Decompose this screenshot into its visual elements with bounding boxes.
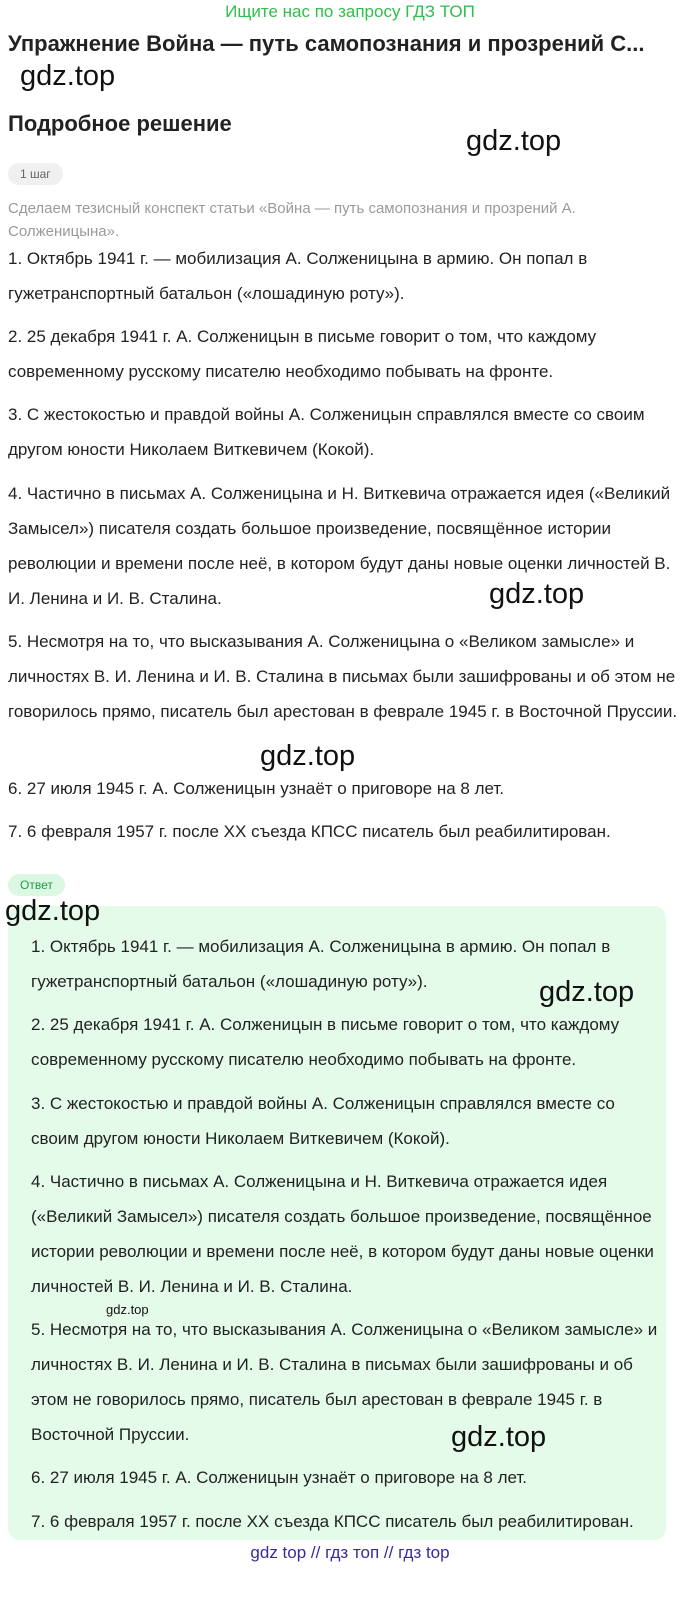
watermark: gdz.top <box>106 1302 149 1317</box>
search-banner: Ищите нас по запросу ГДЗ ТОП <box>225 2 475 21</box>
solution-item: 2. 25 декабря 1941 г. А. Солженицын в письме говорит о том, что каждому современному русскому писателю необходимо побывать на фронте. <box>8 327 597 381</box>
watermark: gdz.top <box>20 60 116 92</box>
watermark: gdz.top <box>489 578 585 610</box>
solution-item: 4. Частично в письмах А. Солженицына и Н. Виткевича отражается идея («Великий Замысел») писателя создать большое произведение, посвящённое истории революции и времени после неё, в котором будут даны новые оценки личностей В. И. Ленина и И. В. Сталина. <box>8 484 671 608</box>
answer-item: 5. Несмотря на то, что высказывания А. Солженицына о «Великом замысле» и личностях В. И. Ленина и И. В. Сталина в письмах были зашифрованы и об этом не говорилось прямо, писатель был арестован в феврале 1945 г. в Восточной Пруссии. <box>31 1320 658 1444</box>
section-heading: Подробное решение <box>8 111 232 136</box>
answer-item: 6. 27 июля 1945 г. А. Солженицын узнаёт о приговоре на 8 лет. <box>31 1468 528 1487</box>
page-title: Упражнение Война — путь самопознания и прозрений С... <box>8 31 645 56</box>
step-badge: 1 шаг <box>8 163 63 185</box>
answer-item: 4. Частично в письмах А. Солженицына и Н. Виткевича отражается идея («Великий Замысел») писателя создать большое произведение, посвящённое истории революции и времени после неё, в котором будут даны новые оценки личностей В. И. Ленина и И. В. Сталина. <box>31 1172 654 1296</box>
watermark: gdz.top <box>5 895 101 927</box>
watermark: gdz.top <box>539 976 635 1008</box>
answer-item: 7. 6 февраля 1957 г. после XX съезда КПСС писатель был реабилитирован. <box>31 1512 634 1531</box>
solution-item: 6. 27 июля 1945 г. А. Солженицын узнаёт о приговоре на 8 лет. <box>8 779 505 798</box>
footer-links: gdz top // гдз топ // гдз top <box>250 1543 450 1562</box>
solution-item: 7. 6 февраля 1957 г. после XX съезда КПСС писатель был реабилитирован. <box>8 822 611 841</box>
solution-item: 3. С жестокостью и правдой войны А. Солженицын справлялся вместе со своим другом юности Николаем Виткевичем (Кокой). <box>8 405 645 459</box>
watermark: gdz.top <box>451 1421 547 1453</box>
answer-badge: Ответ <box>8 874 65 896</box>
answer-item: 2. 25 декабря 1941 г. А. Солженицын в письме говорит о том, что каждому современному русскому писателю необходимо побывать на фронте. <box>31 1015 620 1069</box>
answer-item: 1. Октябрь 1941 г. — мобилизация А. Солженицына в армию. Он попал в гужетранспортный батальон («лошадиную роту»). <box>31 937 611 991</box>
solution-item: 5. Несмотря на то, что высказывания А. Солженицына о «Великом замысле» и личностях В. И. Ленина и И. В. Сталина в письмах были зашифрованы и об этом не говорилось прямо, писатель был арестован в феврале 1945 г. в Восточной Пруссии. <box>8 632 678 721</box>
answer-item: 3. С жестокостью и правдой войны А. Солженицын справлялся вместе со своим другом юности Николаем Виткевичем (Кокой). <box>31 1094 615 1148</box>
solution-item: 1. Октябрь 1941 г. — мобилизация А. Солженицына в армию. Он попал в гужетранспортный батальон («лошадиную роту»). <box>8 249 588 303</box>
watermark: gdz.top <box>466 125 562 157</box>
intro-text: Сделаем тезисный конспект статьи «Война — путь самопознания и прозрений А. Солженицына». <box>8 200 576 240</box>
watermark: gdz.top <box>260 740 356 772</box>
